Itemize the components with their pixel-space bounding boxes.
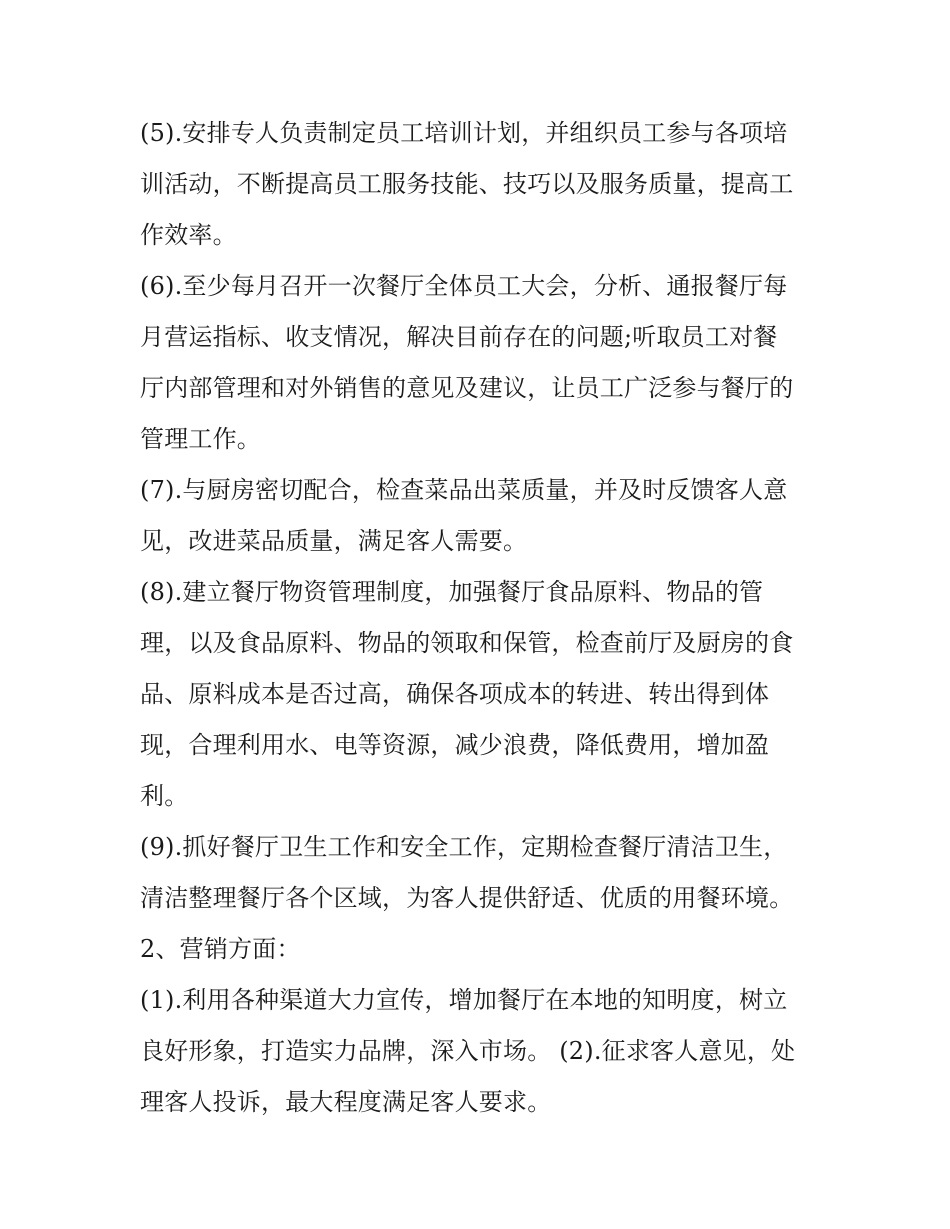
text-line: 训活动，不断提高员工服务技能、技巧以及服务质量，提高工 <box>140 170 794 198</box>
text-line: 理客人投诉，最大程度满足客人要求。 <box>140 1088 552 1116</box>
text-line: 理，以及食品原料、物品的领取和保管，检查前厅及厨房的食 <box>140 629 794 657</box>
text-line: (5).安排专人负责制定员工培训计划，并组织员工参与各项培 <box>140 119 788 147</box>
text-line: (8).建立餐厅物资管理制度，加强餐厅食品原料、物品的管 <box>140 578 764 606</box>
text-line: (7).与厨房密切配合，检查菜品出菜质量，并及时反馈客人意 <box>140 476 788 504</box>
text-line: 良好形象，打造实力品牌，深入市场。 (2).征求客人意见，处 <box>140 1037 796 1065</box>
text-line: 利。 <box>140 782 189 810</box>
text-line: (1).利用各种渠道大力宣传，增加餐厅在本地的知明度，树立 <box>140 986 788 1014</box>
text-line: 现，合理利用水、电等资源，减少浪费，降低费用，增加盈 <box>140 731 770 759</box>
text-line: 厅内部管理和对外销售的意见及建议，让员工广泛参与餐厅的 <box>140 374 794 402</box>
text-line: 月营运指标、收支情况，解决目前存在的问题;听取员工对餐 <box>140 323 778 351</box>
text-line: 作效率。 <box>140 221 237 249</box>
text-line: 见，改进菜品质量，满足客人需要。 <box>140 527 528 555</box>
text-line: 品、原料成本是否过高，确保各项成本的转进、转出得到体 <box>140 680 770 708</box>
text-line: 清洁整理餐厅各个区域，为客人提供舒适、优质的用餐环境。 <box>140 884 794 912</box>
text-line: (9).抓好餐厅卫生工作和安全工作，定期检查餐厅清洁卫生， <box>140 833 788 861</box>
document-body <box>140 108 820 1128</box>
section-heading: 2、营销方面： <box>140 935 301 963</box>
text-line: (6).至少每月召开一次餐厅全体员工大会，分析、通报餐厅每 <box>140 272 788 300</box>
text-line: 管理工作。 <box>140 425 261 453</box>
